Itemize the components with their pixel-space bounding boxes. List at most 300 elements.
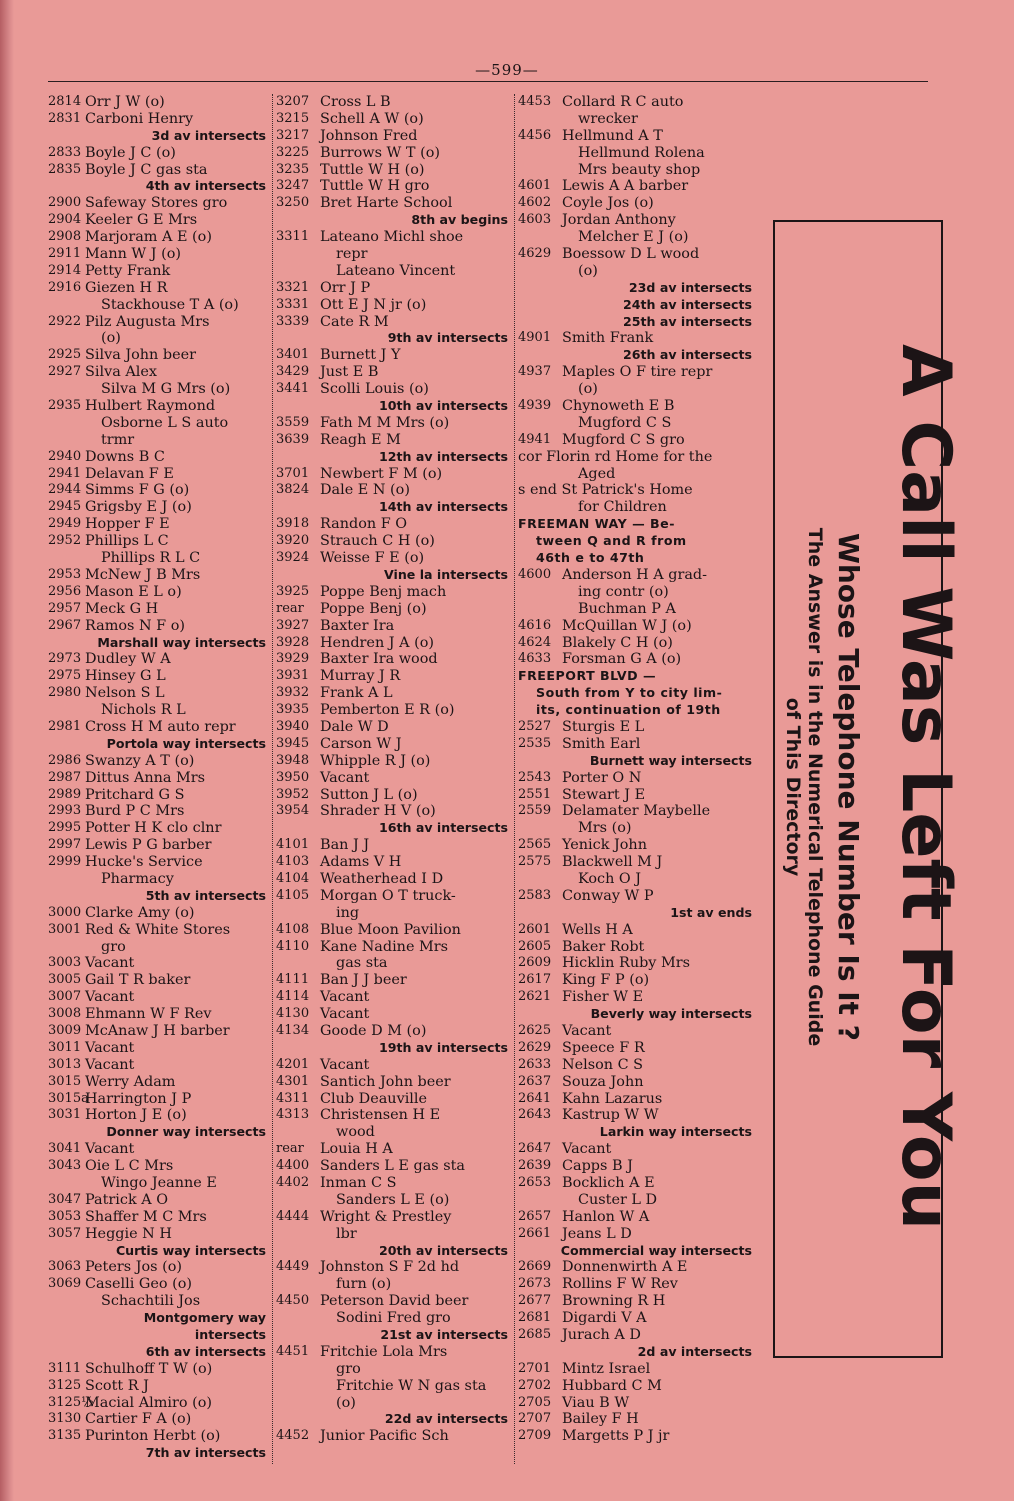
resident-name: Horton J E (o) bbox=[85, 1107, 187, 1124]
directory-entry bbox=[48, 1226, 270, 1243]
house-number: 4616 bbox=[518, 617, 552, 633]
resident-name: Mintz Israel bbox=[562, 1360, 651, 1377]
cross-street-heading: 7th av intersects bbox=[145, 1445, 266, 1461]
resident-name: Kastrup W W bbox=[562, 1107, 659, 1124]
resident-name: trmr bbox=[101, 431, 135, 448]
house-number: 4101 bbox=[276, 837, 310, 853]
house-number bbox=[276, 1378, 320, 1395]
resident-name: Vacant bbox=[85, 989, 135, 1006]
house-number bbox=[48, 939, 85, 956]
directory-entry bbox=[48, 803, 270, 820]
house-number bbox=[518, 820, 562, 837]
house-number: 2551 bbox=[518, 786, 552, 802]
resident-name: Tuttle W H (o) bbox=[320, 161, 425, 178]
resident-name: Lewis A A barber bbox=[562, 178, 689, 195]
resident-name: Weatherhead I D bbox=[320, 870, 444, 887]
house-number: 2953 bbox=[48, 566, 82, 582]
house-number: 3225 bbox=[276, 144, 310, 160]
cross-street-heading: 10th av intersects bbox=[378, 398, 508, 414]
resident-name: Carson W J bbox=[320, 735, 402, 752]
resident-name: Dudley W A bbox=[85, 651, 171, 668]
directory-entry bbox=[518, 803, 756, 820]
directory-entry bbox=[518, 939, 756, 956]
street-heading-text: 46th e to 47th bbox=[536, 550, 645, 566]
resident-name: Frank A L bbox=[320, 685, 393, 702]
house-number: 3950 bbox=[276, 769, 310, 785]
resident-name: Keeler G E Mrs bbox=[85, 212, 198, 229]
resident-name: Carboni Henry bbox=[85, 110, 194, 127]
directory-entry bbox=[276, 1107, 512, 1124]
resident-name: Vacant bbox=[320, 1056, 370, 1073]
cross-street-heading: 21st av intersects bbox=[380, 1327, 508, 1343]
directory-entry bbox=[276, 381, 512, 398]
house-number: 2601 bbox=[518, 921, 552, 937]
house-number: 3927 bbox=[276, 617, 310, 633]
directory-entry bbox=[48, 1023, 270, 1040]
resident-name: Boyle J C gas sta bbox=[85, 161, 208, 178]
directory-entry bbox=[48, 381, 270, 398]
directory-entry bbox=[518, 229, 756, 246]
directory-entry bbox=[276, 1361, 512, 1378]
page-binding-edge bbox=[0, 0, 14, 1501]
house-number: 2914 bbox=[48, 262, 82, 278]
directory-entry bbox=[48, 195, 270, 212]
resident-name: Coyle Jos (o) bbox=[562, 195, 654, 212]
cross-street-heading: 22d av intersects bbox=[384, 1411, 508, 1427]
resident-name: Wright & Prestley bbox=[320, 1208, 452, 1225]
directory-entry bbox=[48, 837, 270, 854]
house-number: 3924 bbox=[276, 550, 310, 566]
resident-name: Cate R M bbox=[320, 313, 389, 330]
house-number: 3011 bbox=[48, 1039, 82, 1055]
cross-street-heading: 23d av intersects bbox=[628, 279, 752, 295]
house-number: 3031 bbox=[48, 1107, 82, 1123]
resident-name: Silva Alex bbox=[85, 364, 157, 381]
house-number bbox=[518, 263, 562, 280]
directory-entry bbox=[518, 871, 756, 888]
resident-name: Louia H A bbox=[320, 1141, 393, 1158]
directory-entry bbox=[48, 787, 270, 804]
resident-name: Nichols R L bbox=[101, 702, 186, 719]
house-number: 2956 bbox=[48, 583, 82, 599]
resident-name: Phillips L C bbox=[85, 533, 169, 550]
resident-name: Rollins F W Rev bbox=[562, 1276, 678, 1293]
house-number: 3824 bbox=[276, 482, 310, 498]
directory-entry bbox=[48, 1074, 270, 1091]
resident-name: Melcher E J (o) bbox=[578, 229, 689, 246]
directory-entry bbox=[48, 1378, 270, 1395]
house-number: 4941 bbox=[518, 431, 552, 447]
house-number: 3250 bbox=[276, 195, 310, 211]
directory-entry bbox=[276, 94, 512, 111]
resident-name: Hanlon W A bbox=[562, 1208, 650, 1225]
directory-entry bbox=[518, 1091, 756, 1108]
directory-entry bbox=[518, 195, 756, 212]
resident-name: McAnaw J H barber bbox=[85, 1022, 230, 1039]
resident-name: Oie L C Mrs bbox=[85, 1158, 174, 1175]
street-heading bbox=[518, 668, 756, 685]
cross-street-heading: 24th av intersects bbox=[622, 296, 752, 312]
directory-entry bbox=[518, 1175, 756, 1192]
directory-entry bbox=[276, 178, 512, 195]
house-number: 3009 bbox=[48, 1022, 82, 1038]
house-number: 2535 bbox=[518, 735, 552, 751]
resident-name: Baxter Ira bbox=[320, 617, 395, 634]
resident-name: Hendren J A (o) bbox=[320, 634, 434, 651]
directory-entry bbox=[48, 449, 270, 466]
resident-name: Ehmann W F Rev bbox=[85, 1006, 212, 1023]
directory-entry bbox=[48, 1395, 270, 1412]
directory-entry bbox=[48, 618, 270, 635]
resident-name: Jeans L D bbox=[562, 1225, 632, 1242]
directory-entry bbox=[518, 955, 756, 972]
directory-entry bbox=[518, 482, 756, 499]
house-number: 3311 bbox=[276, 229, 310, 245]
resident-name: Boessow D L wood bbox=[562, 246, 700, 263]
house-number bbox=[276, 1361, 320, 1378]
cross-street-heading: 4th av intersects bbox=[145, 178, 266, 194]
house-number: 2669 bbox=[518, 1259, 552, 1275]
house-number: 4602 bbox=[518, 195, 552, 211]
directory-entry bbox=[48, 905, 270, 922]
cross-street-heading: 26th av intersects bbox=[622, 347, 752, 363]
resident-name: Hucke's Service bbox=[85, 854, 203, 871]
house-number: 3945 bbox=[276, 735, 310, 751]
house-number: 3130 bbox=[48, 1411, 82, 1427]
resident-name: Randon F O bbox=[320, 516, 408, 533]
resident-name: Baker Robt bbox=[562, 938, 645, 955]
house-number: 3001 bbox=[48, 921, 82, 937]
resident-name: Goode D M (o) bbox=[320, 1022, 427, 1039]
house-number: 2605 bbox=[518, 938, 552, 954]
cross-street-heading: Donner way intersects bbox=[106, 1124, 266, 1140]
house-number: 3429 bbox=[276, 364, 310, 380]
directory-column-1 bbox=[48, 94, 270, 1462]
resident-name: Delamater Maybelle bbox=[562, 803, 711, 820]
resident-name: Orr J W (o) bbox=[85, 94, 165, 110]
directory-entry bbox=[48, 651, 270, 668]
house-number: 2643 bbox=[518, 1107, 552, 1123]
directory-entry bbox=[518, 1378, 756, 1395]
house-number bbox=[276, 1226, 320, 1243]
house-number: 3931 bbox=[276, 668, 310, 684]
directory-entry bbox=[518, 1074, 756, 1091]
directory-entry bbox=[518, 787, 756, 804]
resident-name: Koch O J bbox=[578, 870, 642, 887]
directory-entry bbox=[276, 314, 512, 331]
street-heading-text: its, continuation of 19th bbox=[536, 702, 721, 718]
house-number: 2707 bbox=[518, 1411, 552, 1427]
house-number: 3932 bbox=[276, 685, 310, 701]
house-number bbox=[48, 381, 85, 398]
resident-name: Anderson H A grad- bbox=[562, 566, 707, 583]
resident-name: Baxter Ira wood bbox=[320, 651, 438, 668]
house-number: 2702 bbox=[518, 1377, 552, 1393]
resident-name: Harrington J P bbox=[85, 1090, 192, 1107]
resident-name: Junior Pacific Sch bbox=[320, 1428, 449, 1445]
resident-name: Pritchard G S bbox=[85, 786, 185, 803]
directory-entry bbox=[276, 837, 512, 854]
house-number: 4111 bbox=[276, 972, 310, 988]
house-number: 2661 bbox=[518, 1225, 552, 1241]
house-number: 2543 bbox=[518, 769, 552, 785]
house-number: 4134 bbox=[276, 1022, 310, 1038]
resident-name: Osborne L S auto bbox=[101, 414, 229, 431]
column-divider bbox=[272, 94, 273, 1464]
directory-entry bbox=[48, 1057, 270, 1074]
resident-name: Burnett J Y bbox=[320, 347, 401, 364]
house-number: 3559 bbox=[276, 414, 310, 430]
resident-name: Caselli Geo (o) bbox=[85, 1276, 193, 1293]
directory-entry bbox=[276, 1293, 512, 1310]
house-number bbox=[276, 1395, 320, 1412]
resident-name: (o) bbox=[101, 330, 121, 347]
house-number: 3918 bbox=[276, 516, 310, 532]
directory-entry bbox=[48, 212, 270, 229]
resident-name: Club Deauville bbox=[320, 1090, 428, 1107]
directory-entry bbox=[276, 1057, 512, 1074]
house-number: 3701 bbox=[276, 465, 310, 481]
resident-name: Ban J J bbox=[320, 837, 370, 854]
directory-entry bbox=[48, 1091, 270, 1108]
header-rule bbox=[48, 81, 928, 82]
house-number: 4313 bbox=[276, 1107, 310, 1123]
directory-entry bbox=[518, 415, 756, 432]
directory-entry bbox=[276, 584, 512, 601]
house-number: 3069 bbox=[48, 1276, 82, 1292]
house-number: 2975 bbox=[48, 668, 82, 684]
house-number bbox=[48, 415, 85, 432]
directory-entry bbox=[276, 601, 512, 618]
ad-line-4: of This Directory bbox=[782, 697, 804, 877]
directory-entry bbox=[518, 1023, 756, 1040]
directory-entry bbox=[48, 229, 270, 246]
cross-street-heading: Portola way intersects bbox=[106, 735, 266, 751]
directory-entry bbox=[518, 1259, 756, 1276]
house-number: 3935 bbox=[276, 702, 310, 718]
resident-name: Schulhoff T W (o) bbox=[85, 1360, 213, 1377]
directory-entry bbox=[276, 1091, 512, 1108]
house-number: rear bbox=[276, 1141, 304, 1157]
house-number: 4624 bbox=[518, 634, 552, 650]
resident-name: (o) bbox=[578, 381, 598, 398]
resident-name: Blue Moon Pavilion bbox=[320, 921, 461, 938]
directory-entry bbox=[518, 837, 756, 854]
house-number bbox=[276, 1276, 320, 1293]
ad-headline: A Call Was Left For You bbox=[886, 344, 965, 1230]
resident-name: Schachtili Jos bbox=[101, 1293, 201, 1310]
directory-entry bbox=[276, 871, 512, 888]
house-number: 4104 bbox=[276, 870, 310, 886]
resident-name: Kane Nadine Mrs bbox=[320, 938, 449, 955]
resident-name: for Children bbox=[578, 499, 667, 516]
house-number: 2999 bbox=[48, 854, 82, 870]
house-number bbox=[518, 601, 562, 618]
resident-name: Nelson S L bbox=[85, 685, 165, 702]
street-heading bbox=[518, 516, 756, 533]
resident-name: Tuttle W H gro bbox=[320, 178, 430, 195]
resident-name: Blackwell M J bbox=[562, 854, 663, 871]
resident-name: Heggie N H bbox=[85, 1225, 172, 1242]
directory-entry bbox=[518, 1395, 756, 1412]
resident-name: Donnenwirth A E bbox=[562, 1259, 688, 1276]
house-number: 3057 bbox=[48, 1225, 82, 1241]
directory-entry bbox=[518, 820, 756, 837]
resident-name: Mugford C S bbox=[578, 414, 672, 431]
house-number bbox=[518, 584, 562, 601]
directory-entry bbox=[48, 1107, 270, 1124]
directory-column-2 bbox=[276, 94, 512, 1445]
resident-name: Johnson Fred bbox=[320, 127, 418, 144]
resident-name: Blakely C H (o) bbox=[562, 634, 673, 651]
directory-entry bbox=[276, 364, 512, 381]
directory-entry bbox=[48, 871, 270, 888]
house-number bbox=[276, 955, 320, 972]
directory-entry bbox=[518, 1327, 756, 1344]
house-number: 4451 bbox=[276, 1343, 310, 1359]
house-number: 2629 bbox=[518, 1039, 552, 1055]
house-number: 2681 bbox=[518, 1310, 552, 1326]
directory-entry bbox=[48, 601, 270, 618]
resident-name: Scolli Louis (o) bbox=[320, 381, 429, 398]
house-number: 2701 bbox=[518, 1360, 552, 1376]
resident-name: Peterson David beer bbox=[320, 1293, 469, 1310]
house-number: 3043 bbox=[48, 1158, 82, 1174]
directory-entry bbox=[48, 567, 270, 584]
house-number: 2625 bbox=[518, 1022, 552, 1038]
directory-entry bbox=[518, 770, 756, 787]
resident-name: Mason E L o) bbox=[85, 583, 182, 600]
resident-name: McNew J B Mrs bbox=[85, 566, 201, 583]
directory-entry bbox=[276, 1192, 512, 1209]
resident-name: Hopper F E bbox=[85, 516, 170, 533]
directory-entry bbox=[48, 432, 270, 449]
house-number: 3952 bbox=[276, 786, 310, 802]
directory-entry bbox=[518, 1141, 756, 1158]
resident-name: Shrader H V (o) bbox=[320, 803, 436, 820]
directory-entry bbox=[48, 1175, 270, 1192]
house-number: 2989 bbox=[48, 786, 82, 802]
house-number: 2967 bbox=[48, 617, 82, 633]
directory-entry bbox=[276, 972, 512, 989]
cross-street-heading: 5th av intersects bbox=[145, 887, 266, 903]
resident-name: Bailey F H bbox=[562, 1411, 639, 1428]
cross-street-heading: 16th av intersects bbox=[378, 820, 508, 836]
directory-entry bbox=[276, 415, 512, 432]
house-number: 3331 bbox=[276, 296, 310, 312]
house-number: 2997 bbox=[48, 837, 82, 853]
resident-name: Clarke Amy (o) bbox=[85, 904, 195, 921]
directory-entry bbox=[48, 922, 270, 939]
resident-name: Smith Earl bbox=[562, 735, 641, 752]
directory-entry bbox=[518, 364, 756, 381]
directory-entry bbox=[276, 1175, 512, 1192]
directory-entry bbox=[48, 668, 270, 685]
house-number bbox=[48, 1293, 85, 1310]
resident-name: Nelson C S bbox=[562, 1056, 644, 1073]
resident-name: Fritchie W N gas sta bbox=[336, 1377, 487, 1394]
directory-entry bbox=[48, 685, 270, 702]
house-number: 2925 bbox=[48, 347, 82, 363]
directory-entry bbox=[48, 1259, 270, 1276]
house-number: 3125 bbox=[48, 1377, 82, 1393]
resident-name: Stackhouse T A (o) bbox=[101, 296, 239, 313]
house-number: 3015 bbox=[48, 1073, 82, 1089]
directory-entry bbox=[48, 753, 270, 770]
directory-entry bbox=[276, 229, 512, 246]
resident-name: Mrs beauty shop bbox=[578, 161, 701, 178]
cross-street-heading: 2d av intersects bbox=[637, 1343, 752, 1359]
street-heading-text: tween Q and R from bbox=[536, 533, 687, 549]
cross-street-heading: Curtis way intersects bbox=[115, 1242, 266, 1258]
house-number bbox=[276, 1124, 320, 1141]
resident-name: Mugford C S gro bbox=[562, 431, 685, 448]
directory-entry bbox=[276, 1141, 512, 1158]
street-heading-text: FREEMAN WAY — Be- bbox=[518, 516, 675, 532]
directory-entry bbox=[276, 1259, 512, 1276]
house-number: 2908 bbox=[48, 229, 82, 245]
street-heading bbox=[518, 550, 756, 567]
entry-text: s end St Patrick's Home bbox=[518, 482, 693, 499]
house-number: 3047 bbox=[48, 1191, 82, 1207]
resident-name: Sanders L E (o) bbox=[336, 1191, 450, 1208]
resident-name: Scott R J bbox=[85, 1377, 149, 1394]
directory-entry bbox=[518, 246, 756, 263]
resident-name: Petty Frank bbox=[85, 262, 171, 279]
directory-entry bbox=[48, 820, 270, 837]
directory-entry bbox=[276, 635, 512, 652]
house-number: 2945 bbox=[48, 499, 82, 515]
resident-name: Morgan O T truck- bbox=[320, 887, 456, 904]
resident-name: McQuillan W J (o) bbox=[562, 617, 692, 634]
house-number bbox=[518, 415, 562, 432]
cross-street-heading: 19th av intersects bbox=[378, 1039, 508, 1055]
house-number bbox=[518, 381, 562, 398]
directory-entry bbox=[48, 398, 270, 415]
resident-name: Poppe Benj (o) bbox=[320, 600, 427, 617]
directory-entry bbox=[518, 635, 756, 652]
directory-entry bbox=[276, 989, 512, 1006]
directory-entry bbox=[48, 584, 270, 601]
resident-name: Hubbard C M bbox=[562, 1377, 662, 1394]
directory-entry bbox=[276, 482, 512, 499]
resident-name: Safeway Stores gro bbox=[85, 195, 228, 212]
house-number bbox=[518, 145, 562, 162]
directory-entry bbox=[48, 314, 270, 331]
resident-name: Pilz Augusta Mrs bbox=[85, 313, 210, 330]
house-number: 3217 bbox=[276, 127, 310, 143]
house-number: 4937 bbox=[518, 364, 552, 380]
house-number: 2981 bbox=[48, 718, 82, 734]
house-number: 2993 bbox=[48, 803, 82, 819]
resident-name: Whipple R J (o) bbox=[320, 752, 431, 769]
cross-street-heading: 9th av intersects bbox=[387, 330, 508, 346]
house-number: 4105 bbox=[276, 887, 310, 903]
resident-name: Vacant bbox=[85, 1141, 135, 1158]
directory-entry bbox=[48, 1040, 270, 1057]
directory-entry bbox=[518, 1428, 756, 1445]
directory-entry bbox=[518, 1310, 756, 1327]
house-number: 3207 bbox=[276, 94, 310, 109]
resident-name: Silva M G Mrs (o) bbox=[101, 381, 231, 398]
house-number bbox=[276, 1310, 320, 1327]
directory-entry bbox=[518, 1411, 756, 1428]
directory-entry bbox=[276, 888, 512, 905]
directory-entry bbox=[276, 702, 512, 719]
directory-entry bbox=[48, 415, 270, 432]
house-number: 4633 bbox=[518, 651, 552, 667]
resident-name: ing bbox=[336, 904, 360, 921]
